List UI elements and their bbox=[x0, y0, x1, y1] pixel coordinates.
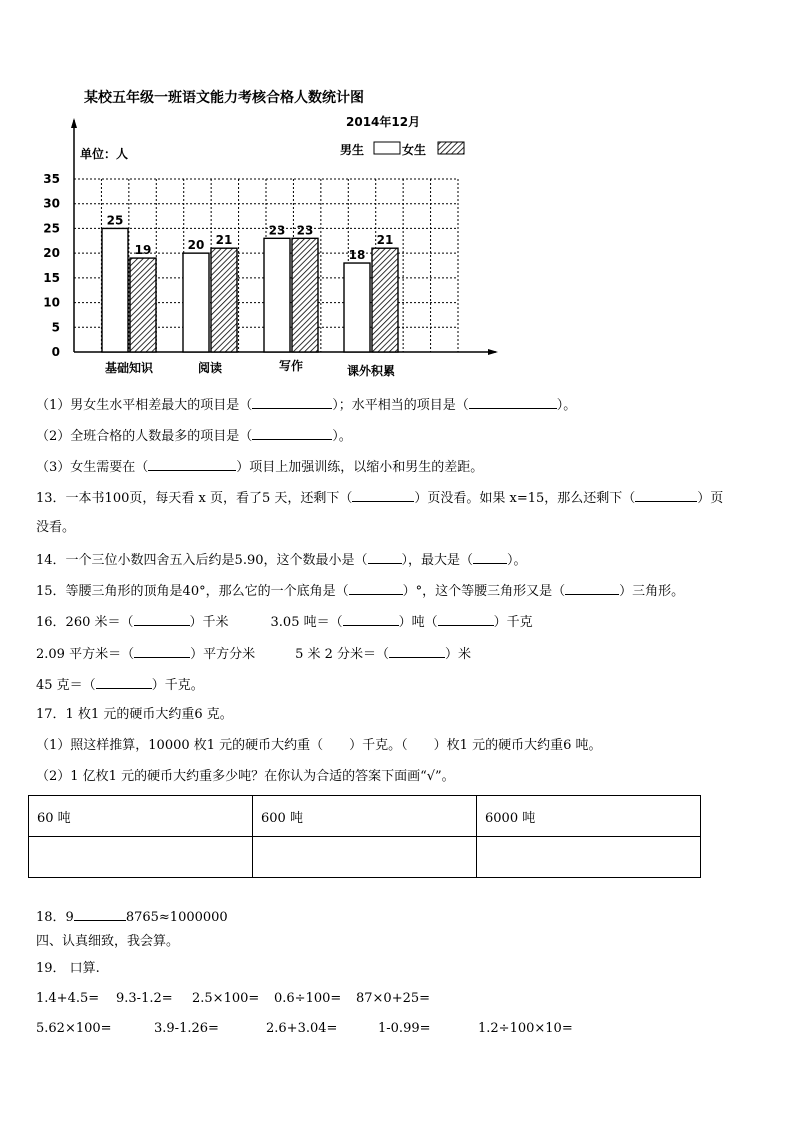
data-label: 20 bbox=[187, 238, 205, 253]
y-tick-label: 0 bbox=[51, 345, 60, 359]
question-16-row2: 2.09 平方米＝（ ）平方分米 5 米 2 分米＝（ ）米 bbox=[36, 647, 472, 662]
bar-female bbox=[130, 258, 156, 352]
check-cell[interactable] bbox=[477, 837, 701, 878]
legend-label-male: 男生 bbox=[340, 143, 365, 157]
calc-item: 1.4+4.5= bbox=[36, 991, 100, 1006]
calc-item: 0.6÷100= bbox=[274, 991, 342, 1006]
answer-blank[interactable] bbox=[635, 489, 697, 502]
data-label: 25 bbox=[106, 213, 124, 228]
chart-legend bbox=[340, 142, 464, 157]
question-17-title: 17．1 枚1 元的硬币大约重6 克。 bbox=[36, 707, 233, 722]
data-label: 23 bbox=[268, 223, 286, 238]
check-cell[interactable] bbox=[29, 837, 253, 878]
question-18: 18．9 8765≈1000000 bbox=[36, 910, 228, 925]
chart-subtitle: 2014年12月 bbox=[346, 115, 421, 129]
question-13: 13．一本书100页，每天看 x 页，看了5 天，还剩下（ ）页没看。如果 x=15，那么还剩下（ ）页 bbox=[36, 491, 724, 506]
section-heading-4: 四、认真细致，我会算。 bbox=[36, 934, 180, 949]
legend-swatch-male bbox=[374, 142, 400, 154]
bar-male bbox=[102, 228, 128, 352]
answer-blank[interactable] bbox=[438, 613, 494, 626]
answer-blank[interactable] bbox=[252, 396, 332, 409]
answer-blank[interactable] bbox=[134, 613, 190, 626]
bar-male bbox=[264, 238, 290, 352]
question-12-1: （1）男女生水平相差最大的项目是（ ）；水平相当的项目是（ ）。 bbox=[36, 398, 577, 413]
check-cell[interactable] bbox=[253, 837, 477, 878]
calc-item: 2.5×100= bbox=[192, 991, 260, 1006]
calc-item: 3.9-1.26= bbox=[154, 1021, 219, 1036]
bar-male bbox=[344, 263, 370, 352]
question-12-3: （3）女生需要在（ ）项目上加强训练，以缩小和男生的差距。 bbox=[36, 460, 484, 475]
question-12-2: （2）全班合格的人数最多的项目是（ ）。 bbox=[36, 429, 352, 444]
chart-svg bbox=[40, 84, 510, 384]
question-17-part2: （2）1 亿枚1 元的硬币大约重多少吨？在你认为合适的答案下面画“√”。 bbox=[36, 769, 455, 784]
data-label: 21 bbox=[376, 233, 394, 248]
calc-item: 2.6+3.04= bbox=[266, 1021, 338, 1036]
y-tick-label: 25 bbox=[43, 221, 60, 236]
chart-unit-label: 单位：人 bbox=[80, 147, 129, 161]
x-tick-label: 写作 bbox=[278, 359, 304, 373]
question-13-cont: 没看。 bbox=[36, 520, 76, 535]
legend-label-female: 女生 bbox=[402, 143, 427, 157]
x-tick-label: 基础知识 bbox=[104, 361, 154, 375]
calc-item: 87×0+25= bbox=[356, 991, 431, 1006]
answer-blank[interactable] bbox=[565, 582, 619, 595]
calc-item: 5.62×100= bbox=[36, 1021, 112, 1036]
x-axis-arrow bbox=[488, 349, 498, 355]
question-17-part1: （1）照这样推算，10000 枚1 元的硬币大约重（ ）千克。（ ）枚1 元的硬币大约重6 吨。 bbox=[36, 738, 602, 753]
data-label: 21 bbox=[215, 233, 233, 248]
answer-blank[interactable] bbox=[96, 676, 152, 689]
chart-title: 某校五年级一班语文能力考核合格人数统计图 bbox=[84, 90, 364, 106]
bar-male bbox=[183, 253, 209, 352]
y-tick-label: 10 bbox=[43, 295, 60, 310]
option-cell-6000: 6000 吨 bbox=[477, 796, 701, 837]
data-label: 19 bbox=[134, 243, 152, 258]
answer-blank[interactable] bbox=[74, 908, 126, 921]
answer-blank[interactable] bbox=[368, 551, 402, 564]
question-14: 14．一个三位小数四舍五入后约是5.90，这个数最小是（ ），最大是（ ）。 bbox=[36, 553, 527, 568]
question-16-row1: 16．260 米＝（ ）千米 3.05 吨＝（ ）吨（ ）千克 bbox=[36, 615, 533, 630]
table-row bbox=[29, 796, 701, 837]
answer-blank[interactable] bbox=[343, 613, 399, 626]
bar-chart bbox=[40, 84, 510, 384]
answer-blank[interactable] bbox=[148, 458, 236, 471]
legend-swatch-female bbox=[438, 142, 464, 154]
option-cell-60: 60 吨 bbox=[29, 796, 253, 837]
question-16-row3: 45 克＝（ ）千克。 bbox=[36, 678, 204, 693]
data-label: 23 bbox=[296, 223, 314, 238]
y-tick-label: 20 bbox=[43, 246, 60, 261]
answer-blank[interactable] bbox=[389, 645, 445, 658]
y-tick-label: 15 bbox=[43, 270, 60, 285]
answer-blank[interactable] bbox=[473, 551, 507, 564]
question-19-title: 19． 口算. bbox=[36, 961, 100, 976]
answer-choice-table bbox=[28, 795, 701, 878]
x-tick-label: 课外积累 bbox=[346, 364, 396, 378]
question-15: 15．等腰三角形的顶角是40°，那么它的一个底角是（ ）°，这个等腰三角形又是（ ）三角形。 bbox=[36, 584, 685, 599]
bar-female bbox=[292, 238, 318, 352]
y-tick-label: 5 bbox=[51, 320, 60, 335]
answer-blank[interactable] bbox=[134, 645, 190, 658]
bar-female bbox=[372, 248, 398, 352]
y-tick-label: 35 bbox=[43, 172, 60, 186]
y-tick-label: 30 bbox=[43, 196, 60, 211]
answer-blank[interactable] bbox=[349, 582, 403, 595]
answer-blank[interactable] bbox=[469, 396, 557, 409]
calc-item: 9.3-1.2= bbox=[116, 991, 173, 1006]
option-cell-600: 600 吨 bbox=[253, 796, 477, 837]
table-row bbox=[29, 837, 701, 878]
bar-female bbox=[211, 248, 237, 352]
calc-item: 1.2÷100×10= bbox=[478, 1021, 573, 1036]
x-tick-label: 阅读 bbox=[197, 361, 223, 375]
y-axis-arrow bbox=[71, 118, 77, 128]
answer-blank[interactable] bbox=[352, 489, 414, 502]
answer-blank[interactable] bbox=[252, 427, 332, 440]
calc-item: 1-0.99= bbox=[378, 1021, 431, 1036]
data-label: 18 bbox=[348, 248, 366, 263]
